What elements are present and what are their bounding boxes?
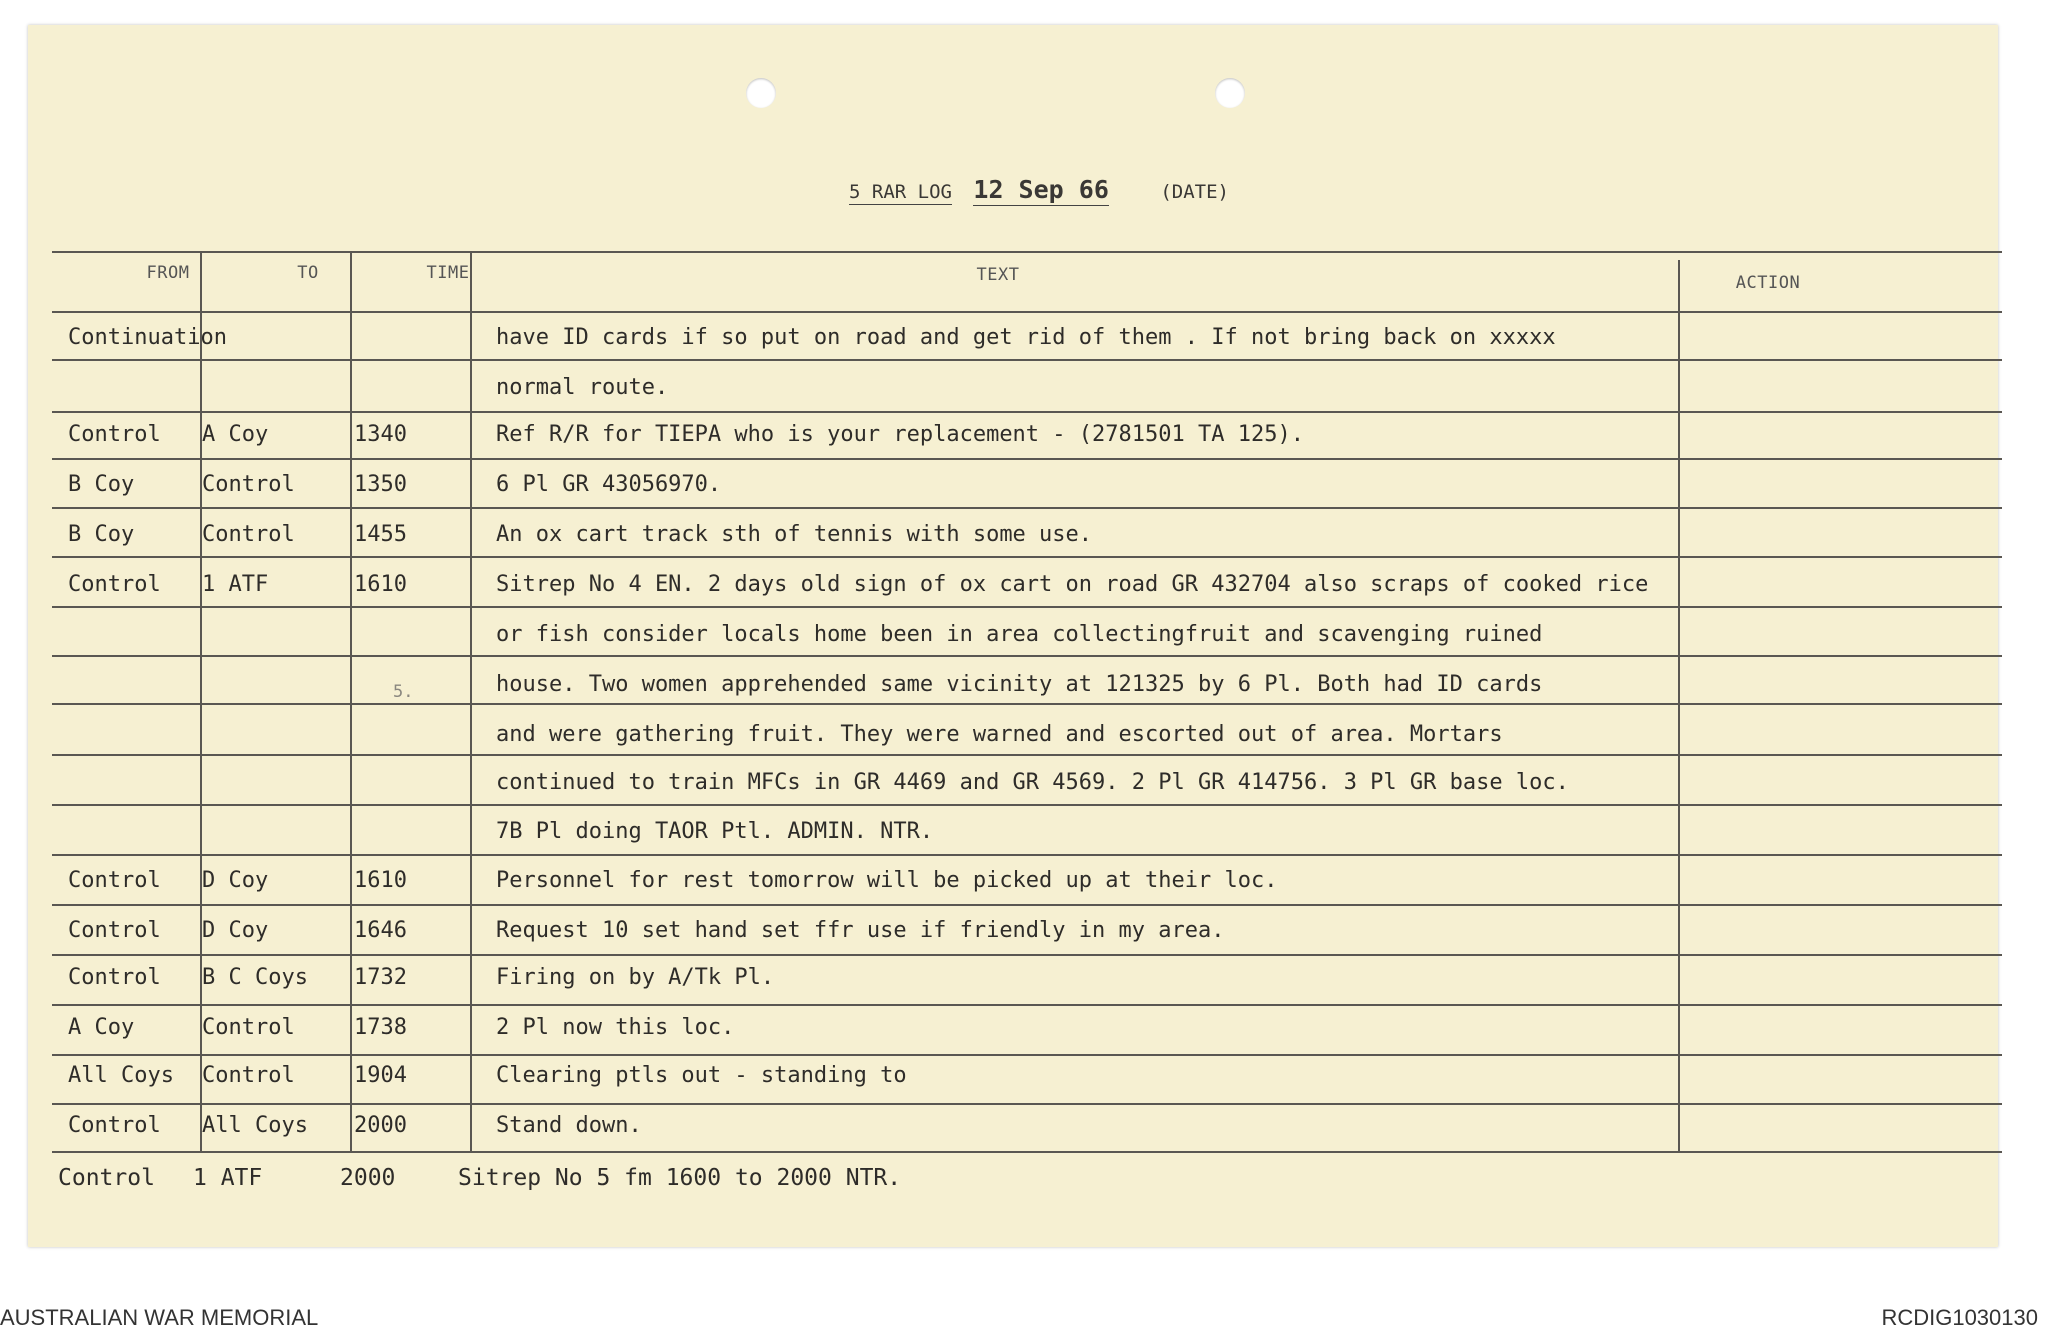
table-rule: [52, 311, 2002, 313]
entry-text: and were gathering fruit. They were warned and escorted out of area. Mortars: [496, 722, 1503, 747]
entry-time: 1904: [354, 1063, 407, 1088]
log-header: [849, 175, 1229, 204]
column-rule: [350, 251, 352, 1151]
entry-text: Firing on by A/Tk Pl.: [496, 965, 775, 990]
entry-text: house. Two women apprehended same vicinity at 121325 by 6 Pl. Both had ID cards: [496, 672, 1543, 697]
column-rule: [470, 251, 472, 1151]
punch-hole-right: [1215, 78, 1245, 108]
table-rule: [52, 359, 2002, 361]
footer-entry-time: 2000: [340, 1165, 396, 1191]
table-rule: [52, 507, 2002, 509]
entry-from: Control: [68, 422, 161, 447]
footer-entry-to: 1 ATF: [193, 1165, 263, 1191]
entry-time: 1340: [354, 422, 407, 447]
entry-from: All Coys: [68, 1063, 174, 1088]
table-rule: [52, 703, 2002, 705]
footer-entry-from: Control: [58, 1165, 155, 1191]
margin-mark: 5.: [393, 682, 414, 702]
entry-time: 1732: [354, 965, 407, 990]
archive-label-right: RCDIG1030130: [1881, 1305, 2038, 1330]
entry-text: An ox cart track sth of tennis with some use.: [496, 522, 1093, 547]
table-rule: [52, 1054, 2002, 1056]
column-header-text: TEXT: [976, 265, 1020, 285]
entry-time: 1455: [354, 522, 407, 547]
entry-time: 1610: [354, 572, 407, 597]
entry-to: 1 ATF: [202, 572, 269, 597]
entry-to: Control: [202, 472, 295, 497]
entry-from: Control: [68, 572, 161, 597]
entry-to: D Coy: [202, 868, 269, 893]
entry-text: Clearing ptls out - standing to: [496, 1063, 907, 1088]
log-date: 12 Sep 66: [973, 175, 1109, 204]
log-title: 5 RAR LOG: [849, 181, 952, 203]
entry-to: D Coy: [202, 918, 269, 943]
entry-time: 1350: [354, 472, 407, 497]
entry-to: Control: [202, 1063, 295, 1088]
entry-from: Control: [68, 1113, 161, 1138]
entry-time: 1610: [354, 868, 407, 893]
footer-entry-text: Sitrep No 5 fm 1600 to 2000 NTR.: [458, 1165, 902, 1191]
column-header-time: TIME: [426, 263, 470, 283]
table-rule: [52, 1004, 2002, 1006]
column-rule: [1678, 260, 1680, 1151]
entry-time: 1646: [354, 918, 407, 943]
table-rule: [52, 754, 2002, 756]
entry-text: normal route.: [496, 375, 669, 400]
table-rule: [52, 411, 2002, 413]
entry-text: have ID cards if so put on road and get rid of them . If not bring back on xxxxx: [496, 325, 1556, 350]
table-rule: [52, 458, 2002, 460]
table-rule: [52, 1103, 2002, 1105]
table-rule: [52, 904, 2002, 906]
entry-from: Control: [68, 965, 161, 990]
date-label: (DATE): [1160, 181, 1229, 203]
entry-text: or fish consider locals home been in area collectingfruit and scavenging ruined: [496, 622, 1543, 647]
entry-from: Control: [68, 918, 161, 943]
entry-time: 1738: [354, 1015, 407, 1040]
entry-from: A Coy: [68, 1015, 135, 1040]
table-rule: [52, 854, 2002, 856]
table-rule: [52, 556, 2002, 558]
entry-text: Personnel for rest tomorrow will be picked up at their loc.: [496, 868, 1278, 893]
entry-text: Ref R/R for TIEPA who is your replacement - (2781501 TA 125).: [496, 422, 1304, 447]
entry-time: 2000: [354, 1113, 407, 1138]
table-rule: [52, 1151, 2002, 1153]
entry-to: All Coys: [202, 1113, 308, 1138]
archive-label-left: AUSTRALIAN WAR MEMORIAL: [0, 1305, 319, 1330]
entry-to: B C Coys: [202, 965, 308, 990]
column-header-to: TO: [297, 263, 319, 283]
entry-text: Stand down.: [496, 1113, 642, 1138]
entry-from: B Coy: [68, 522, 135, 547]
entry-from: Continuation: [68, 325, 227, 350]
table-rule: [52, 804, 2002, 806]
entry-from: B Coy: [68, 472, 135, 497]
entry-text: 6 Pl GR 43056970.: [496, 472, 722, 497]
entry-text: continued to train MFCs in GR 4469 and GR 4569. 2 Pl GR 414756. 3 Pl GR base loc.: [496, 770, 1569, 795]
table-rule: [52, 606, 2002, 608]
entry-text: 2 Pl now this loc.: [496, 1015, 735, 1040]
punch-hole-left: [746, 78, 776, 108]
entry-to: Control: [202, 522, 295, 547]
column-header-action: ACTION: [1735, 273, 1801, 293]
table-rule: [52, 251, 2002, 253]
entry-text: 7B Pl doing TAOR Ptl. ADMIN. NTR.: [496, 819, 934, 844]
entry-to: A Coy: [202, 422, 269, 447]
log-sheet: [28, 25, 1998, 1247]
entry-text: Sitrep No 4 EN. 2 days old sign of ox cart on road GR 432704 also scraps of cooked rice: [496, 572, 1649, 597]
entry-text: Request 10 set hand set ffr use if friendly in my area.: [496, 918, 1225, 943]
table-rule: [52, 954, 2002, 956]
entry-from: Control: [68, 868, 161, 893]
column-header-from: FROM: [146, 263, 190, 283]
table-rule: [52, 655, 2002, 657]
entry-to: Control: [202, 1015, 295, 1040]
